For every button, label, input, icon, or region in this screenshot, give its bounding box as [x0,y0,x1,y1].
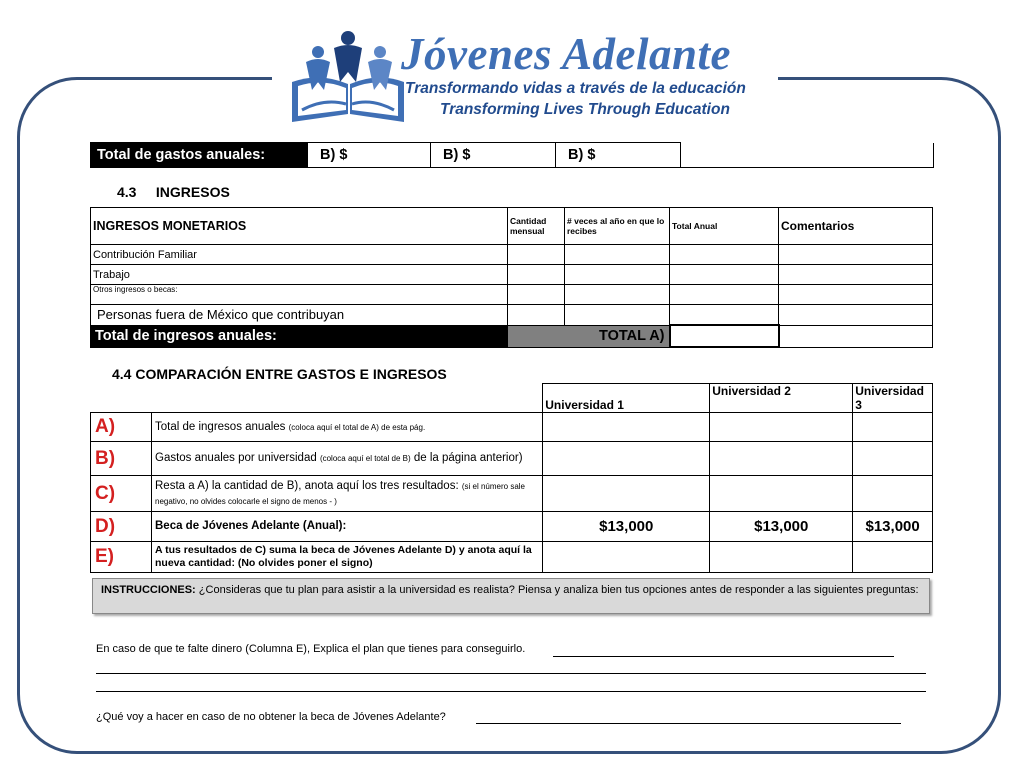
row-label-e: A tus resultados de C) suma la beca de Jóvenes Adelante D) y anota aquí la nueva cantidad: (No olvides poner el signo) [152,542,543,573]
input-cell[interactable] [565,265,670,285]
ingresos-row-label: Contribución Familiar [91,245,508,265]
instructions-box [92,578,930,614]
row-letter-a: A) [91,413,152,442]
question-1: En caso de que te falte dinero (Columna E), Explica el plan que tienes para conseguirlo. [96,643,526,655]
university-header-3: Universidad 3 [853,384,933,413]
input-cell[interactable] [565,305,670,326]
input-cell[interactable] [779,325,933,347]
input-cell[interactable] [670,245,779,265]
ingresos-header-main: INGRESOS MONETARIOS [91,208,508,245]
blank-cell [91,384,543,413]
table-row [91,512,933,542]
input-cell[interactable] [565,245,670,265]
row-letter-c: C) [91,476,152,512]
table-row [91,442,933,476]
ingresos-row-label: Personas fuera de México que contribuyan [91,305,508,326]
row-letter-e: E) [91,542,152,573]
answer-line[interactable] [96,673,926,674]
input-cell[interactable] [508,265,565,285]
table-row-total [91,325,933,347]
comparacion-table [90,383,933,573]
ingresos-table [90,207,933,348]
input-cell[interactable] [565,285,670,305]
logo-title: Jóvenes Adelante [401,29,732,79]
input-cell[interactable] [710,442,853,476]
table-row [91,476,933,512]
answer-line[interactable] [476,723,901,724]
input-cell[interactable] [779,285,933,305]
input-cell[interactable] [543,542,710,573]
table-row [91,542,933,573]
row-label-a: Total de ingresos anuales (coloca aquí el total de A) de esta pág. [152,413,543,442]
table-row [91,265,933,285]
university-header-1: Universidad 1 [543,384,710,413]
input-cell[interactable] [853,542,933,573]
ingresos-header-comentarios: Comentarios [779,208,933,245]
logo-subtitle-es: Transformando vidas a través de la educación [405,80,746,97]
row-label-c: Resta a A) la cantidad de B), anota aquí los tres resultados: (si el número sale negativo, no olvides colocarle el signo de menos - ) [152,476,543,512]
beca-amount-2: $13,000 [710,512,853,542]
input-cell[interactable] [543,476,710,512]
beca-amount-3: $13,000 [853,512,933,542]
gastos-cell-empty [681,143,934,168]
logo-subtitle-en: Transforming Lives Through Education [440,101,730,118]
row-label-b: Gastos anuales por universidad (coloca aquí el total de B) de la página anterior) [152,442,543,476]
university-header-2: Universidad 2 [710,384,853,413]
input-cell[interactable] [670,305,779,326]
input-cell[interactable] [779,265,933,285]
table-row [91,305,933,326]
logo-book-people-icon [284,26,414,128]
beca-amount-1: $13,000 [543,512,710,542]
input-cell[interactable] [853,442,933,476]
ingresos-header-total: Total Anual [670,208,779,245]
gastos-table [90,142,934,168]
input-cell[interactable] [853,476,933,512]
input-cell[interactable] [710,413,853,442]
ingresos-row-label: Otros ingresos o becas: [91,285,508,305]
input-cell[interactable] [779,305,933,326]
gastos-cell-3[interactable]: B) $ [556,143,681,168]
table-row [91,413,933,442]
section-heading-comparacion: 4.4 COMPARACIÓN ENTRE GASTOS E INGRESOS [112,366,447,382]
ingresos-row-label: Trabajo [91,265,508,285]
instructions-text: ¿Consideras que tu plan para asistir a la universidad es realista? Piensa y analiza bien tus opciones antes de responder a las siguientes preguntas: [195,584,919,596]
ingresos-header-veces: # veces al año en que lo recibes [565,208,670,245]
gastos-cell-2[interactable]: B) $ [431,143,556,168]
input-cell[interactable] [670,285,779,305]
answer-line[interactable] [553,656,894,657]
ingresos-header-cantidad: Cantidad mensual [508,208,565,245]
gastos-label: Total de gastos anuales: [91,143,308,168]
input-cell[interactable] [710,476,853,512]
section-heading-ingresos: 4.3 INGRESOS [117,184,230,200]
input-cell[interactable] [710,542,853,573]
input-cell[interactable] [670,265,779,285]
input-cell[interactable] [508,245,565,265]
input-cell[interactable] [508,305,565,326]
ingresos-total-label: Total de ingresos anuales: [91,325,508,347]
table-row [91,285,933,305]
input-cell[interactable] [779,245,933,265]
table-row [91,245,933,265]
input-cell[interactable] [508,285,565,305]
row-label-d: Beca de Jóvenes Adelante (Anual): [152,512,543,542]
row-letter-d: D) [91,512,152,542]
row-letter-b: B) [91,442,152,476]
input-cell[interactable] [543,413,710,442]
input-cell[interactable] [543,442,710,476]
ingresos-total-a-label: TOTAL A) [508,325,670,347]
gastos-cell-1[interactable]: B) $ [308,143,431,168]
question-2: ¿Qué voy a hacer en caso de no obtener la beca de Jóvenes Adelante? [96,711,446,723]
input-cell[interactable] [853,413,933,442]
instructions-label: INSTRUCCIONES: [101,584,196,596]
answer-line[interactable] [96,691,926,692]
ingresos-total-a-input[interactable] [670,325,779,347]
